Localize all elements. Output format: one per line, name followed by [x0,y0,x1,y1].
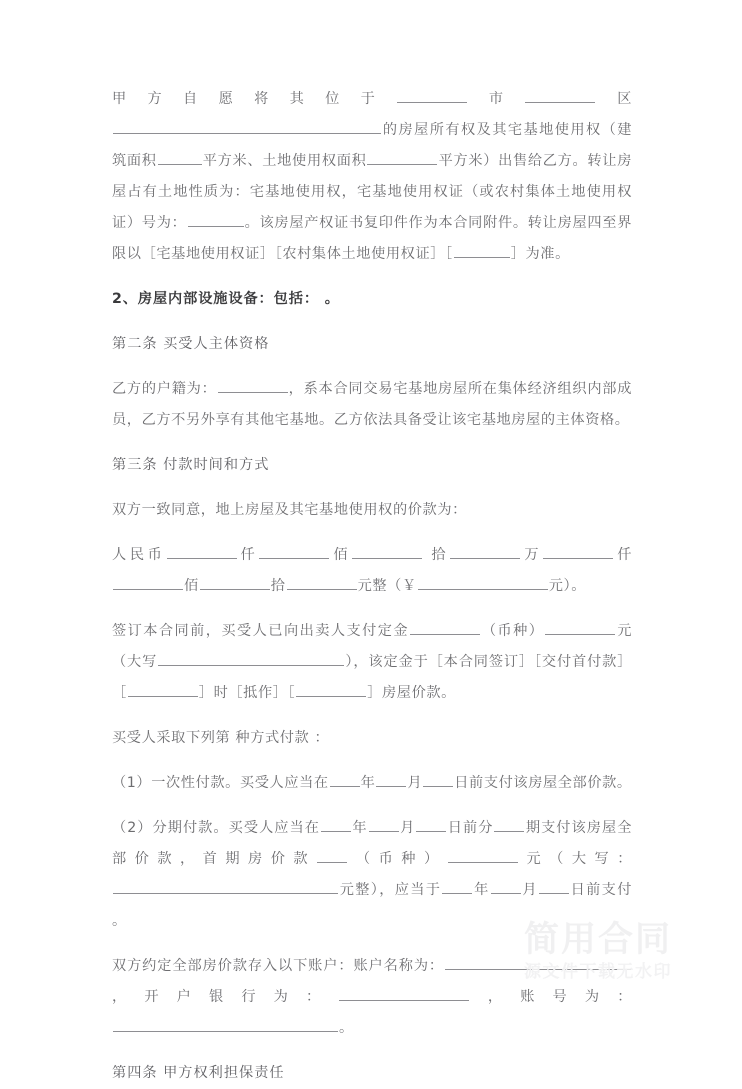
blank-field-account-name[interactable] [445,956,631,970]
blank-field-deposit-timing[interactable] [128,683,198,697]
watermark-main-text: 简用合同 [523,920,672,960]
blank-field-city[interactable] [397,89,467,103]
paragraph-payment-option-2 [112,813,632,937]
blank-field-land-area[interactable] [367,151,437,165]
text-run: ，账号为： [470,989,632,1005]
blank-field-bank-name[interactable] [339,987,469,1001]
text-run: 年 [351,820,368,836]
blank-field-first-payment-month[interactable] [491,880,521,894]
paragraph-property-location [112,84,632,270]
text-run: 佰 [184,578,199,594]
blank-field-amount-bai-2[interactable] [113,576,183,590]
paragraph-buyer-qualification [112,374,632,436]
text-run: ］房屋价款。 [367,685,456,701]
blank-field-lump-month[interactable] [376,773,406,787]
text-run: （1）一次性付款。买受人应当在 [112,775,329,791]
paragraph-deposit [112,616,632,709]
blank-field-deposit-currency[interactable] [410,621,480,635]
blank-field-amount-yuan[interactable] [287,576,357,590]
text-run: 月 [407,775,423,791]
blank-field-first-payment-year[interactable] [442,880,472,894]
text-run: （币种） [480,623,545,639]
blank-field-amount-qian-2[interactable] [543,545,613,559]
blank-field-lump-day[interactable] [423,773,453,787]
paragraph-price-intro: 双方一致同意，地上房屋及其宅基地使用权的价款为： [112,502,467,518]
blank-field-first-payment-day[interactable] [539,880,569,894]
text-run: 区 [596,91,632,107]
text-run: 元整（￥ [357,578,417,594]
text-run: 元）。 [548,578,587,594]
blank-field-amount-numeric[interactable] [418,576,548,590]
blank-field-account-number[interactable] [113,1018,338,1032]
blank-field-amount-shi-2[interactable] [200,576,270,590]
text-run: 年 [473,882,490,898]
document-body [112,84,632,1089]
text-run: 日前分 [447,820,494,836]
text-run: ］为准。 [510,246,570,262]
text-run: 元（大写： [518,851,632,867]
blank-field-first-payment-currency[interactable] [317,849,347,863]
blank-field-deposit-amount[interactable] [545,621,615,635]
text-run: 拾 [270,578,286,594]
text-run: 拾 [423,547,450,563]
text-run: 平方米）出售给乙方。转让房屋占有土地性质为：宅基地使用权，宅基地使用权证（或农村集体土地使用权证）号为： [112,153,632,231]
blank-field-address[interactable] [113,120,381,134]
blank-field-first-payment-words[interactable] [113,880,338,894]
clause-title-article-2: 第二条 买受人主体资格 [112,336,270,352]
paragraph-interior-facilities-heading: 2、房屋内部设施设备：包括： 。 [112,291,340,307]
text-run: 双方约定全部房价款存入以下账户：账户名称为： [112,958,444,974]
clause-title-article-4: 第四条 甲方权利担保责任 [112,1065,285,1081]
text-run: 的房屋所有权及其宅基地使用权（建筑面积 [112,122,632,169]
text-run: 日前支付 。 [112,882,632,929]
paragraph-payment-option-1 [112,768,632,799]
blank-field-deposit-offset[interactable] [296,683,366,697]
text-run: 元整），应当于 [339,882,442,898]
blank-field-district[interactable] [525,89,595,103]
blank-field-lump-year[interactable] [330,773,360,787]
text-run: 仟 [614,547,633,563]
clause-title-article-3: 第三条 付款时间和方式 [112,457,270,473]
text-run: （2）分期付款。买受人应当在 [112,820,320,836]
blank-field-deposit-words[interactable] [158,652,344,666]
text-run: 乙方的户籍为： [112,381,217,397]
text-run: 平方米、土地使用权面积 [202,153,367,169]
text-run: 仟 [237,547,259,563]
text-run: （币种） [348,851,447,867]
text-run: ），该定金于［本合同签订］［交付首付款］［ [112,654,632,701]
blank-field-amount-bai-1[interactable] [259,545,329,559]
blank-field-household-registration[interactable] [218,379,288,393]
text-run: ，系本合同交易宅基地房屋所在集体经济组织内部成员，乙方不另外享有其他宅基地。乙方依法具备受让该宅基地房屋的主体资格。 [112,381,632,428]
text-run: 人民币 [112,547,166,563]
paragraph-bank-account [112,951,632,1044]
text-run: 月 [399,820,416,836]
blank-field-amount-qian-1[interactable] [167,545,237,559]
blank-field-install-month[interactable] [369,818,399,832]
text-run: ，开户银行为： [112,989,339,1005]
paragraph-price-amount [112,540,632,602]
blank-field-amount-wan[interactable] [450,545,520,559]
blank-field-first-payment-amount[interactable] [448,849,518,863]
text-run: 甲方自愿将其位于 [112,91,397,107]
blank-field-certificate-number[interactable] [188,213,244,227]
text-run: ］时［抵作］［ [198,685,296,701]
text-run: 。 [339,1020,354,1036]
blank-field-install-count[interactable] [494,818,524,832]
text-run: 签订本合同前，买受人已向出卖人支付定金 [112,623,409,639]
text-run: 元（大写 [112,623,632,670]
text-run: 月 [521,882,538,898]
watermark-sub-text: 源文件下载无水印 [524,962,672,983]
blank-field-install-year[interactable] [321,818,351,832]
text-run: 。该房屋产权证书复印件作为本合同附件。转让房屋四至界限以［宅基地使用权证］［农村集体土地使用权证］［ [112,215,632,262]
blank-field-boundary-doc[interactable] [454,244,510,258]
blank-field-install-day[interactable] [416,818,446,832]
text-run: 佰 [330,547,352,563]
text-run: 期支付该房屋全部价款，首期房价款 [112,820,632,867]
paragraph-payment-method-intro: 买受人采取下列第 种方式付款 ： [112,730,330,746]
text-run: 年 [360,775,376,791]
text-run: 日前支付该房屋全部价款。 [454,775,632,791]
blank-field-building-area[interactable] [158,151,202,165]
text-run: 市 [468,91,525,107]
text-run: 万 [521,547,543,563]
blank-field-amount-shi-1[interactable] [352,545,422,559]
